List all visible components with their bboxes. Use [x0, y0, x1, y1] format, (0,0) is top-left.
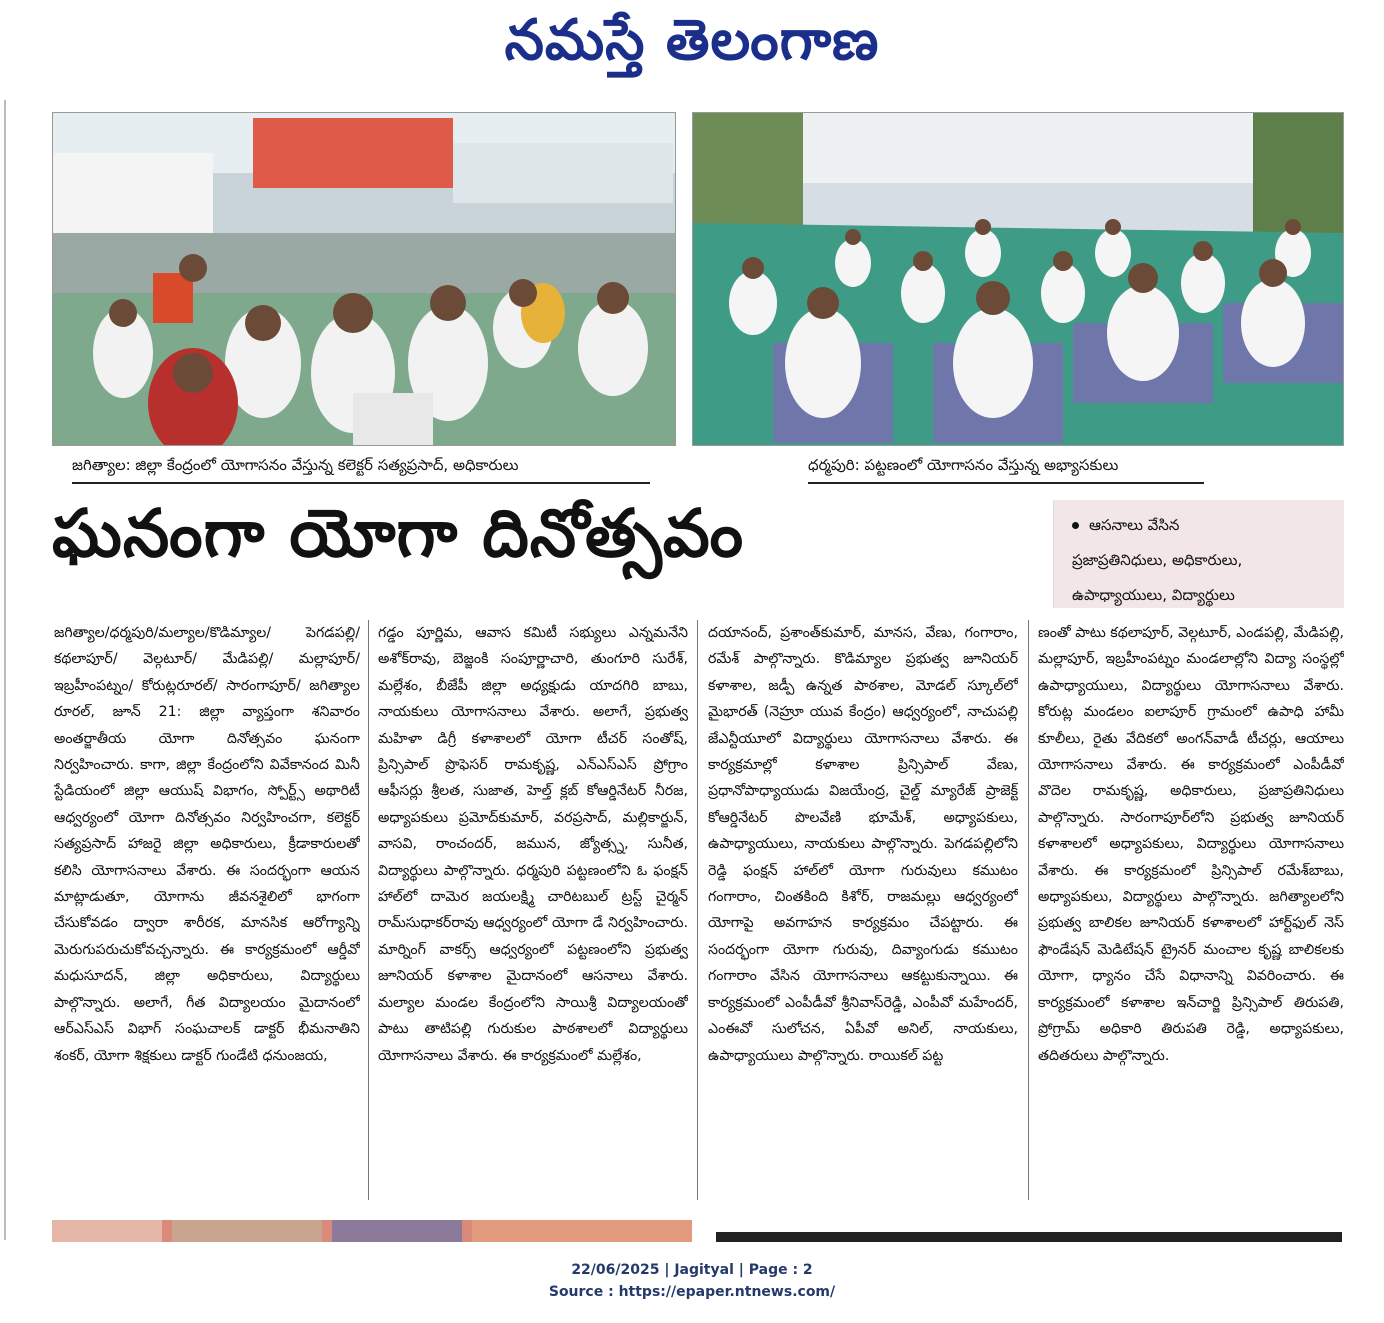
bullet-icon [1072, 522, 1079, 529]
highlight-line-1-text: ఆసనాలు వేసిన [1089, 516, 1180, 534]
footer-date-edition: 22/06/2025 | Jagityal | Page : 2 [571, 1262, 813, 1278]
article-text-1: జగిత్యాల/ధర్మపురి/మల్యాల/కొడిమ్యాల/ పెగడపల్లి/ కథలాపూర్/ వెల్గటూర్/ మేడిపల్లి/ మల్లాపూర్/ ఇబ్రహీంపట్నం/ కోరుట్లరూరల్/ సారంగాపూర్/ జగిత్యాల రూరల్, జూన్ 21: జిల్లా వ్యాప్తంగా శనివారం అంతర్జాతీయ యోగా దినోత్సవం ఘనంగా నిర్వహించారు. కాగా, జిల్లా కేంద్రంలోని వివేకానంద మినీ స్టేడియంలో జిల్లా ఆయుష్ విభాగం, స్పోర్ట్స్ అథారిటీ ఆధ్వర్యంలో యోగా దినోత్సవం నిర్వహించగా, కలెక్టర్ సత్యప్రసాద్ హాజరై జిల్లా అధికారులు, క్రీడాకారులతో కలిసి యోగాసనాలు వేశారు. ఈ సందర్భంగా ఆయన మాట్లాడుతూ, యోగాను జీవనశైలిలో భాగంగా చేసుకోవడం ద్వారా శారీరక, మానసిక ఆరోగ్యాన్ని మెరుగుపరుచుకోవచ్చన్నారు. ఈ కార్యక్రమంలో ఆర్డీవో మధుసూదన్, జిల్లా అధికారులు, విద్యార్థులు పాల్గొన్నారు. అలాగే, గీత విద్యాలయం మైదానంలో ఆర్ఎస్ఎస్ విభాగ్ సంఘచాలక్ డాక్టర్ భీమనాతిని శంకర్, యోగా శిక్షకులు డాక్టర్ గుండేటి ధనుంజయ, [54, 625, 360, 1064]
page-edge-rule [4, 100, 6, 1240]
article-column-2 [378, 620, 688, 1200]
column-divider [1028, 620, 1029, 1200]
highlight-line-2: ప్రజాప్రతినిధులు, అధికారులు, [1072, 551, 1243, 569]
highlight-box [1053, 500, 1344, 608]
left-photo-caption: జగిత్యాల: జిల్లా కేంద్రంలో యోగాసనం వేస్తున్న కలెక్టర్ సత్యప్రసాద్, అధికారులు [72, 456, 519, 474]
next-article-headline-strip [716, 1220, 1342, 1242]
article-text-3: దయానంద్, ప్రశాంత్‌కుమార్, మానస, వేణు, గంగారాం, రమేశ్ పాల్గొన్నారు. కొడిమ్యాల ప్రభుత్వ జూనియర్ కళాశాల, జడ్పీ ఉన్నత పాఠశాల, మోడల్ స్కూల్‌లో మైభారత్ (నెహ్రూ యువ కేంద్రం) ఆధ్వర్యంలో, నాచుపల్లి జేఎన్టీయూలో విద్యార్థులు యోగాసనాలు వేశారు. ఈ కార్యక్రమాల్లో కళాశాల ప్రిన్సిపాల్ వేణు, ప్రధానోపాధ్యాయుడు విజయేంద్ర, చైల్డ్ మ్యారేజ్ ప్రాజెక్ట్ కోఆర్డినేటర్ పొలవేణి భూమేశ్, అధ్యాపకులు, ఉపాధ్యాయులు, నాయకులు పాల్గొన్నారు. పెగడపల్లిలోని రెడ్డి ఫంక్షన్ హాల్‌లో యోగా గురువులు కముటం గంగారాం, చింతకింది కిశోర్, రాజమల్లు ఆధ్వర్యంలో యోగాపై అవగాహన కార్యక్రమం చేపట్టారు. ఈ సందర్భంగా యోగా గురువు, దివ్యాంగుడు కముటం గంగారాం వేసిన యోగాసనాలు ఆకట్టుకున్నాయి. ఈ కార్యక్రమంలో ఎంపీడీవో శ్రీనివాస్‌రెడ్డి, ఎంపీవో మహేందర్, ఎంఈవో సులోచన, ఏపీవో అనిల్, నాయకులు, ఉపాధ్యాయులు పాల్గొన్నారు. రాయికల్ పట్ట [708, 625, 1018, 1064]
masthead-logo: నమస్తే తెలంగాణ [504, 8, 880, 73]
next-article-photo-strip [52, 1220, 692, 1242]
right-photo [692, 112, 1344, 446]
article-text-4: ణంతో పాటు కథలాపూర్, వెల్గటూర్, ఎండపల్లి, మేడిపల్లి, మల్లాపూర్, ఇబ్రహీంపట్నం మండలాల్లోని విద్యా సంస్థల్లో ఉపాధ్యాయులు, విద్యార్థులు యోగాసనాలు వేశారు. కోరుట్ల మండలం ఐలాపూర్ గ్రామంలో ఉపాధి హామీ కూలీలు, రైతు వేదికలో అంగన్‌వాడీ టీచర్లు, ఆయాలు యోగాసనాలు వేశారు. ఈ కార్యక్రమంలో ఎంపీడీవో వొదెల రామకృష్ణ, అధికారులు, ప్రజాప్రతినిధులు పాల్గొన్నారు. సారంగాపూర్‌లోని ప్రభుత్వ జూనియర్ కళాశాలలో అధ్యాపకులు, విద్యార్థులు యోగాసనాలు వేశారు. ఈ కార్యక్రమంలో ప్రిన్సిపాల్ రమేశ్‌బాబు, అధ్యాపకులు, విద్యార్థులు పాల్గొన్నారు. జగిత్యాలలోని ప్రభుత్వ బాలికల జూనియర్ కళాశాలలో హార్ట్‌ఫుల్ నెస్ ఫౌండేషన్ మెడిటేషన్ ట్రైనర్ మంచాల కృష్ణ బాలికలకు యోగా, ధ్యానం చేసే విధానాన్ని వివరించారు. ఈ కార్యక్రమంలో కళాశాల ఇన్‌చార్జి ప్రిన్సిపాల్ తిరుపతి, ప్రోగ్రామ్ అధికారి తిరుపతి రెడ్డి, అధ్యాపకులు, తదితరులు పాల్గొన్నారు. [1038, 625, 1344, 1064]
column-divider [697, 620, 698, 1200]
article-column-1 [54, 620, 360, 1200]
highlight-line-3: ఉపాధ్యాయులు, విద్యార్థులు [1072, 586, 1235, 604]
article-column-4 [1038, 620, 1344, 1200]
left-photo [52, 112, 676, 446]
article-column-3 [708, 620, 1018, 1200]
article-text-2: గడ్డం పూర్ణిమ, ఆవాస కమిటీ సభ్యులు ఎన్నమనేని అశోక్‌రావు, బెజ్జంకి సంపూర్ణాచారి, తుంగూరి సురేశ్, మల్లేశం, బీజేపీ జిల్లా అధ్యక్షుడు యాదగిరి బాబు, నాయకులు యోగాసనాలు వేశారు. అలాగే, ప్రభుత్వ మహిళా డిగ్రీ కళాశాలలో యోగా టీచర్ సంతోష్, ప్రిన్సిపాల్ ప్రొఫెసర్ రామకృష్ణ, ఎన్ఎస్ఎస్ ప్రోగ్రాం ఆఫీసర్లు శ్రీలత, సుజాత, హెల్త్ క్లబ్ కోఆర్డినేటర్ నీరజ, అధ్యాపకులు ప్రమోద్‌కుమార్, వరప్రసాద్, మల్లికార్జున్, వాసవి, రాంచందర్, జమున, జ్యోత్స్న, సునీత, విద్యార్థులు పాల్గొన్నారు. ధర్మపురి పట్టణంలోని ఓ ఫంక్షన్ హాల్‌లో దామెర జయలక్ష్మి చారిటబుల్ ట్రస్ట్ చైర్మన్ రామ్‌సుధాకర్‌రావు ఆధ్వర్యంలో యోగా డే నిర్వహించారు. మార్నింగ్ వాకర్స్ ఆధ్వర్యంలో పట్టణంలోని ప్రభుత్వ జూనియర్ కళాశాల మైదానంలో ఆసనాలు వేశారు. మల్యాల మండల కేంద్రంలోని సాయిశ్రీ విద్యాలయంతో పాటు తాటిపల్లి గురుకుల పాఠశాలలో విద్యార్థులు యోగాసనాలు వేశారు. ఈ కార్యక్రమంలో మల్లేశం, [378, 625, 688, 1064]
column-divider [368, 620, 369, 1200]
right-caption-rule [808, 482, 1204, 484]
left-caption-rule [72, 482, 650, 484]
page-title: ఘనంగా యోగా దినోత్సవం [52, 495, 745, 572]
footer-source-link[interactable]: Source : https://epaper.ntnews.com/ [548, 1284, 836, 1300]
highlight-line-1 [1072, 508, 1330, 543]
right-photo-caption: ధర్మపురి: పట్టణంలో యోగాసనం వేస్తున్న అభ్యాసకులు [808, 456, 1119, 474]
